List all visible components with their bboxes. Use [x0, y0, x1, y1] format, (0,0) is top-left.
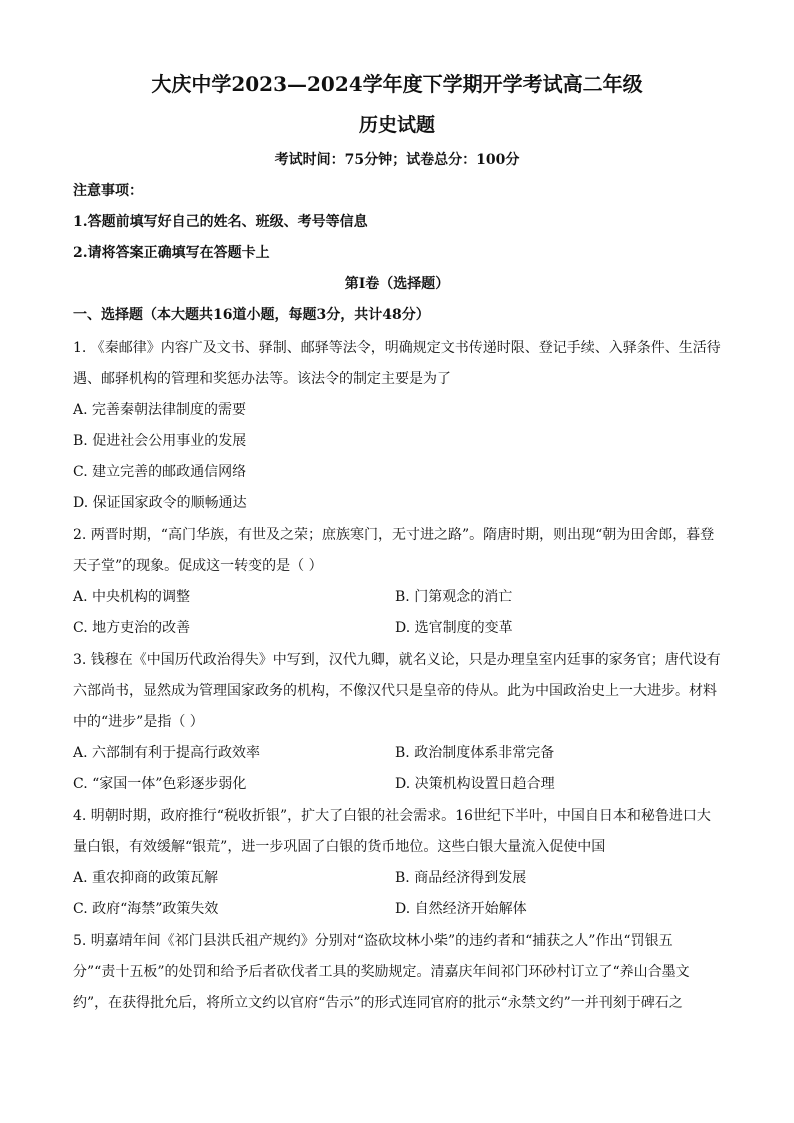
question-line: 5. 明嘉靖年间《祁门县洪氏祖产规约》分别对“盗砍坟林小柴”的违约者和“捕获之人”作出“罚银五: [73, 933, 673, 949]
option-a: A. 中央机构的调整: [73, 589, 191, 605]
notice-item: 2.请将答案正确填写在答题卡上: [73, 245, 270, 261]
question-line: 4. 明朝时期，政府推行“税收折银”，扩大了白银的社会需求。16世纪下半叶，中国自日本和秘鲁进口大: [73, 808, 711, 824]
question-line: 1. 《秦邮律》内容广及文书、驿制、邮驿等法令，明确规定文书传递时限、登记手续、入驿条件、生活待: [73, 340, 721, 356]
notice-heading: 注意事项：: [73, 183, 143, 199]
question-line: 中的“进步”是指（ ）: [73, 714, 204, 730]
section-heading: 一、选择题（本大题共16道小题，每题3分，共计48分）: [73, 307, 430, 323]
option-c: C. 建立完善的邮政通信网络: [73, 464, 247, 480]
question-line: 2. 两晋时期，“高门华族，有世及之荣；庶族寒门，无寸进之路”。隋唐时期，则出现“朝为田舍郎，暮登: [73, 527, 715, 543]
question-line: 3. 钱穆在《中国历代政治得失》中写到，汉代九卿，就名义论，只是办理皇室内廷事的家务官；唐代设有: [73, 652, 721, 668]
option-d: D. 保证国家政令的顺畅通达: [73, 495, 247, 511]
volume-heading: 第I卷（选择题）: [344, 276, 450, 292]
question-line: 分”“责十五板”的处罚和给予后者砍伐者工具的奖励规定。清嘉庆年间祁门环砂村订立了“养山合墨文: [73, 964, 690, 980]
exam-title: 大庆中学2023—2024学年度下学期开学考试高二年级: [151, 72, 643, 96]
option-c: C. 政府“海禁”政策失效: [73, 901, 219, 917]
exam-info: 考试时间：75分钟；试卷总分：100分: [274, 152, 520, 168]
option-a: A. 重农抑商的政策瓦解: [73, 870, 219, 886]
option-a: A. 六部制有利于提高行政效率: [73, 745, 261, 761]
option-a: A. 完善秦朝法律制度的需要: [73, 402, 247, 418]
question-line: 遇、邮驿机构的管理和奖惩办法等。该法令的制定主要是为了: [73, 371, 451, 387]
option-b: B. 商品经济得到发展: [395, 870, 527, 886]
option-b: B. 门第观念的消亡: [395, 589, 513, 605]
option-d: D. 自然经济开始解体: [395, 901, 527, 917]
subject-title: 历史试题: [358, 114, 435, 136]
option-c: C. “家国一体”色彩逐步弱化: [73, 776, 247, 792]
option-c: C. 地方吏治的改善: [73, 620, 191, 636]
question-line: 约”，在获得批允后，将所立文约以官府“告示”的形式连同官府的批示“永禁文约”一并刊刻于碑石之: [73, 995, 683, 1011]
option-b: B. 促进社会公用事业的发展: [73, 433, 247, 449]
question-line: 天子堂”的现象。促成这一转变的是（ ）: [73, 558, 323, 574]
option-d: D. 选官制度的变革: [395, 620, 513, 636]
option-d: D. 决策机构设置日趋合理: [395, 776, 555, 792]
option-b: B. 政治制度体系非常完备: [395, 745, 555, 761]
question-line: 量白银，有效缓解“银荒”，进一步巩固了白银的货币地位。这些白银大量流入促使中国: [73, 839, 606, 855]
notice-item: 1.答题前填写好自己的姓名、班级、考号等信息: [73, 214, 368, 230]
question-line: 六部尚书，显然成为管理国家政务的机构，不像汉代只是皇帝的侍从。此为中国政治史上一大进步。材料: [73, 683, 717, 699]
